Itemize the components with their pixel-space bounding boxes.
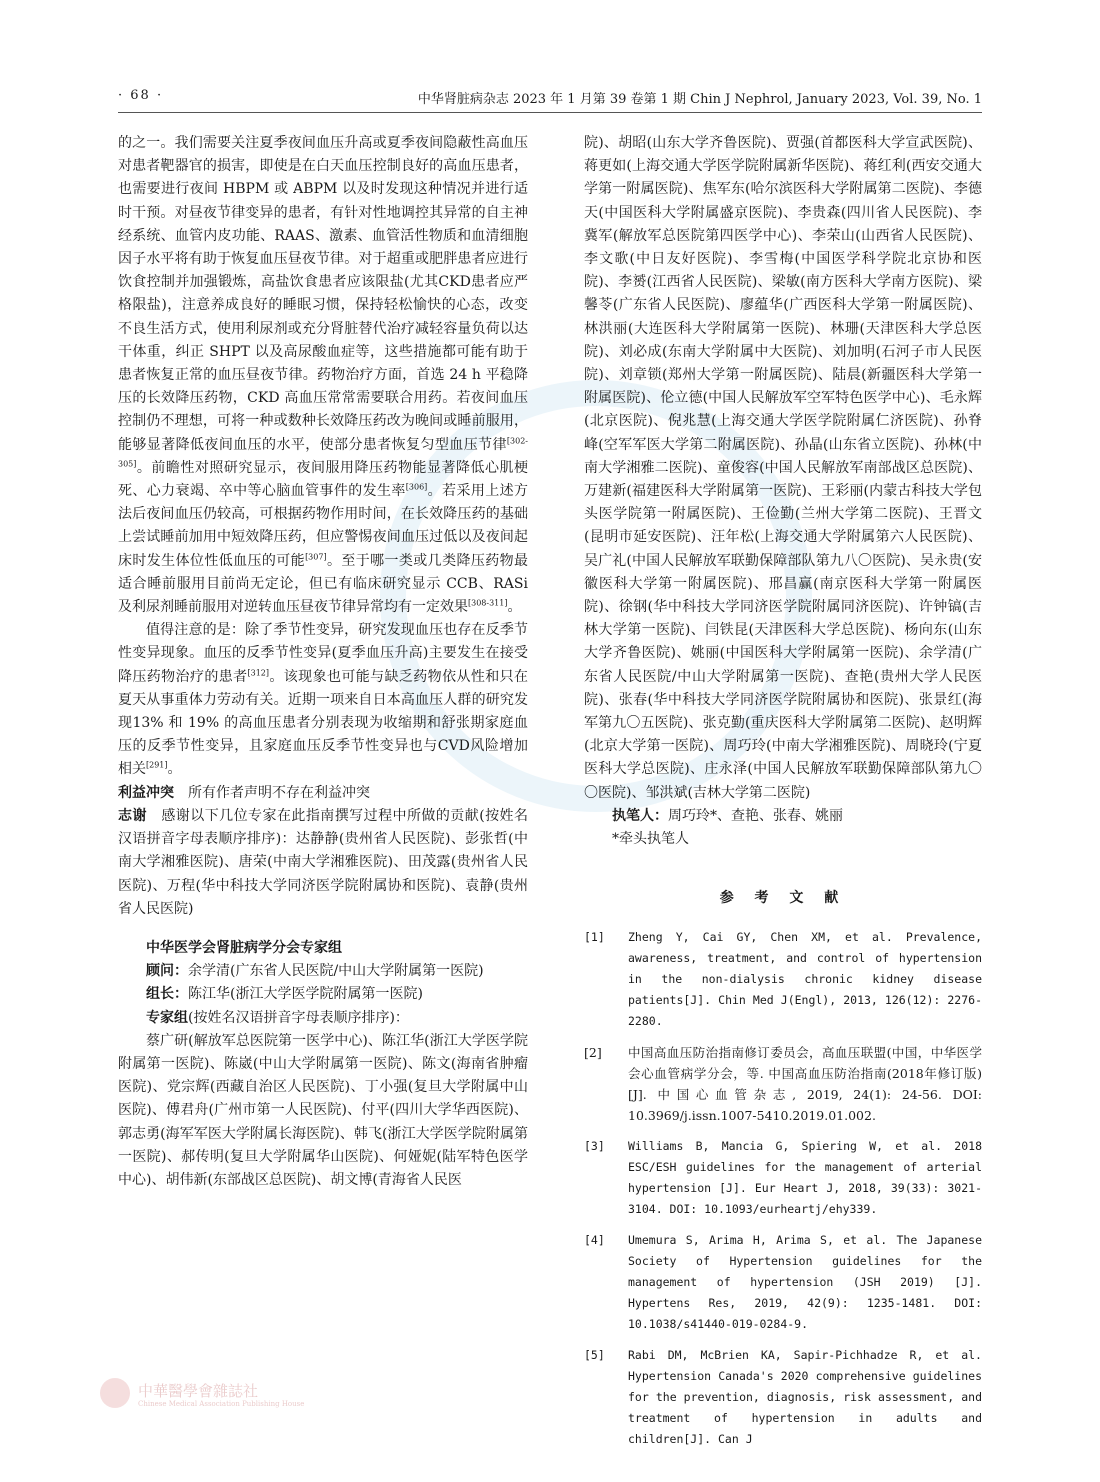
paragraph-reverse-seasonal: 值得注意的是：除了季节性变异，研究发现血压也存在反季节性变异现象。血压的反季节性变异(夏季血压升高)主要发生在接受降压药物治疗的患者[312]。该现象也可能与缺乏药物依从性和只在夏天从事重体力劳动有关。近期一项来自日本高血压人群的研究发现13% 和 19% 的高血压患者分别表现为收缩期和舒张期家庭血压的反季节性变异，且家庭血压反季节性变异也与CVD风险增加相关[291]。	[118, 622, 529, 778]
group-leader: 组长：陈江华(浙江大学医学院附属第一医院)	[146, 986, 423, 1003]
flower-logo-icon	[100, 1378, 130, 1408]
journal-citation: 中华肾脏病杂志 2023 年 1 月第 39 卷第 1 期 Chin J Nephrol, January 2023, Vol. 39, No. 1	[417, 92, 982, 107]
corresponding-note: *牵头执笔人	[612, 831, 689, 848]
references-title: 参 考 文 献	[719, 890, 847, 907]
reference-item: [4] Umemura S, Arima H, Arima S, et al. The Japanese Society of Hypertension guidelines for the management of hypertension (JSH 2019) [J]. Hypertens Res, 2019, 42(9): 1235-1481. DOI: 10.1038/s41440-019-0284-9.	[584, 1232, 982, 1331]
acknowledgements: 志谢 感谢以下几位专家在此指南撰写过程中所做的贡献(按姓名汉语拼音字母表顺序排序)：达静静(贵州省人民医院)、彭张哲(中南大学湘雅医院)、唐荣(中南大学湘雅医院)、田茂露(贵州省人民医院)、万程(华中科技大学同济医学院附属协和医院)、袁静(贵州省人民医院)	[118, 807, 529, 917]
expert-group-note: 专家组(按姓名汉语拼音字母表顺序排序)：	[146, 1009, 409, 1026]
writers: 执笔人：周巧玲*、查艳、张春、姚丽	[612, 807, 843, 824]
reference-item: [2] 中国高血压防治指南修订委员会，高血压联盟(中国，中华医学会心血管病学分会，等. 中国高血压防治指南(2018年修订版)[J]. 中国心血管杂志, 2019, 24(1): 24-56. DOI: 10.3969/j.issn.1007-5410.2019.01.002.	[584, 1044, 982, 1123]
expert-group-title: 中华医学会肾脏病学分会专家组	[146, 939, 342, 956]
publisher-name: 中華醫學會雜誌社	[138, 1382, 259, 1400]
reference-item: [5] Rabi DM, McBrien KA, Sapir-Pichhadze R, et al. Hypertension Canada's 2020 comprehensive guidelines for the prevention, diagnosis, risk assessment, and treatment of hypertension in adults and children[J]. Can J	[584, 1347, 982, 1446]
reference-item: [3] Williams B, Mancia G, Spiering W, et al. 2018 ESC/ESH guidelines for the management of arterial hypertension [J]. Eur Heart J, 2018, 39(33): 3021-3104. DOI: 10.1093/eurheartj/ehy339.	[584, 1138, 982, 1216]
right-column	[584, 132, 982, 1460]
page-number: · 68 ·	[118, 88, 164, 103]
expert-list-continued: 院)、胡昭(山东大学齐鲁医院)、贾强(首都医科大学宣武医院)、蒋更如(上海交通大学医学院附属新华医院)、蒋红利(西安交通大学第一附属医院)、焦军东(哈尔滨医科大学附属第二医院)、李德天(中国医科大学附属盛京医院)、李贵森(四川省人民医院)、李冀军(解放军总医院第四医学中心)、李荣山(山西省人民医院)、李文歌(中日友好医院)、李雪梅(中国医学科学院北京协和医院)、李赟(江西省人民医院)、梁敏(南方医科大学南方医院)、梁馨苓(广东省人民医院)、廖蕴华(广西医科大学第一附属医院)、林洪丽(大连医科大学附属第一医院)、林珊(天津医科大学总医院)、刘必成(东南大学附属中大医院)、刘加明(石河子市人民医院)、刘章锁(郑州大学第一附属医院)、陆晨(新疆医科大学第一附属医院)、伦立德(中国人民解放军空军特色医学中心)、毛永辉(北京医院)、倪兆慧(上海交通大学医学院附属仁济医院)、孙脊峰(空军军医大学第二附属医院)、孙晶(山东省立医院)、孙林(中南大学湘雅二医院)、童俊容(中国人民解放军南部战区总医院)、万建新(福建医科大学附属第一医院)、王彩丽(内蒙古科技大学包头医学院第一附属医院)、王俭勤(兰州大学第二医院)、王晋文(昆明市延安医院)、汪年松(上海交通大学附属第六人民医院)、吴广礼(中国人民解放军联勤保障部队第九八〇医院)、吴永贵(安徽医科大学第一附属医院)、邢昌赢(南京医科大学第一附属医院)、徐钢(华中科技大学同济医学院附属同济医院)、许钟镐(吉林大学第一医院)、闫铁昆(天津医科大学总医院)、杨向东(山东大学齐鲁医院)、姚丽(中国医科大学附属第一医院)、余学清(广东省人民医院/中山大学附属第一医院)、查艳(贵州大学人民医院)、张春(华中科技大学同济医学院附属协和医院)、张景红(海军第九〇五医院)、张克勤(重庆医科大学附属第二医院)、赵明辉(北京大学第一医院)、周巧玲(中南大学湘雅医院)、周晓玲(宁夏医科大学总医院)、庄永泽(中国人民解放军联勤保障部队第九〇〇医院)、邹洪斌(吉林大学第二医院)	[584, 135, 982, 801]
reference-item: [1] Zheng Y, Cai GY, Chen XM, et al. Prevalence, awareness, treatment, and control of hypertension in the non-dialysis chronic kidney disease patients[J]. Chin Med J(Engl), 2013, 126(12): 2276-2280.	[584, 929, 982, 1028]
expert-list: 蔡广研(解放军总医院第一医学中心)、陈江华(浙江大学医学院附属第一医院)、陈崴(中山大学附属第一医院)、陈文(海南省肿瘤医院)、党宗辉(西藏自治区人民医院)、丁小强(复旦大学附属中山医院)、傅君舟(广州市第一人民医院)、付平(四川大学华西医院)、郭志勇(海军军医大学附属长海医院)、韩飞(浙江大学医学院附属第一医院)、郝传明(复旦大学附属华山医院)、何娅妮(陆军特色医学中心)、胡伟新(东部战区总医院)、胡文博(青海省人民医	[118, 1032, 528, 1188]
paragraph-circadian: 的之一。我们需要关注夏季夜间血压升高或夏季夜间隐蔽性高血压对患者靶器官的损害，即使是在白天血压控制良好的高血压患者，也需要进行夜间 HBPM 或 ABPM 以及时发现这种情况并进行适时干预。对昼夜节律变异的患者，有针对性地调控其异常的自主神经系统、血管内皮功能、RAAS、激素、血管活性物质和血清细胞因子水平将有助于恢复血压昼夜节律。对于超重或肥胖患者应进行饮食控制并加强锻炼，高盐饮食患者应该限盐(尤其CKD患者应严格限盐)，注意养成良好的睡眠习惯，保持轻松愉快的心态，改变不良生活方式，使用利尿剂或充分肾脏替代治疗减轻容量负荷以达干体重，纠正 SHPT 以及高尿酸血症等，这些措施都可能有助于患者恢复正常的血压昼夜节律。药物治疗方面，首选 24 h 平稳降压的长效降压药物，CKD 高血压常常需要联合用药。若夜间血压控制仍不理想，可将一种或数种长效降压药改为晚间或睡前服用，能够显著降低夜间血压的水平，使部分患者恢复匀型血压节律[302-305]。前瞻性对照研究显示，夜间服用降压药物能显著降低心肌梗死、心力衰竭、卒中等心脑血管事件的发生率[306]。若采用上述方法后夜间血压仍较高，可根据药物作用时间，在长效降压药的基础上尝试睡前加用中短效降压药，但应警惕夜间血压过低以及夜间起床时发生体位性低血压的可能[307]。至于哪一类或几类降压药物最适合睡前服用目前尚无定论，但已有临床研究显示 CCB、RASi 及利尿剂睡前服用对逆转血压昼夜节律异常均有一定效果[308-311]。	[118, 135, 529, 616]
left-column	[118, 132, 528, 1192]
conflict-of-interest: 利益冲突 所有作者声明不存在利益冲突	[118, 784, 370, 801]
running-header	[118, 88, 982, 110]
publisher-name-en: Chinese Medical Association Publishing House	[138, 1400, 305, 1408]
header-rule	[118, 112, 982, 113]
publisher-logo	[100, 1378, 500, 1412]
advisor: 顾问：余学清(广东省人民医院/中山大学附属第一医院)	[146, 963, 484, 980]
